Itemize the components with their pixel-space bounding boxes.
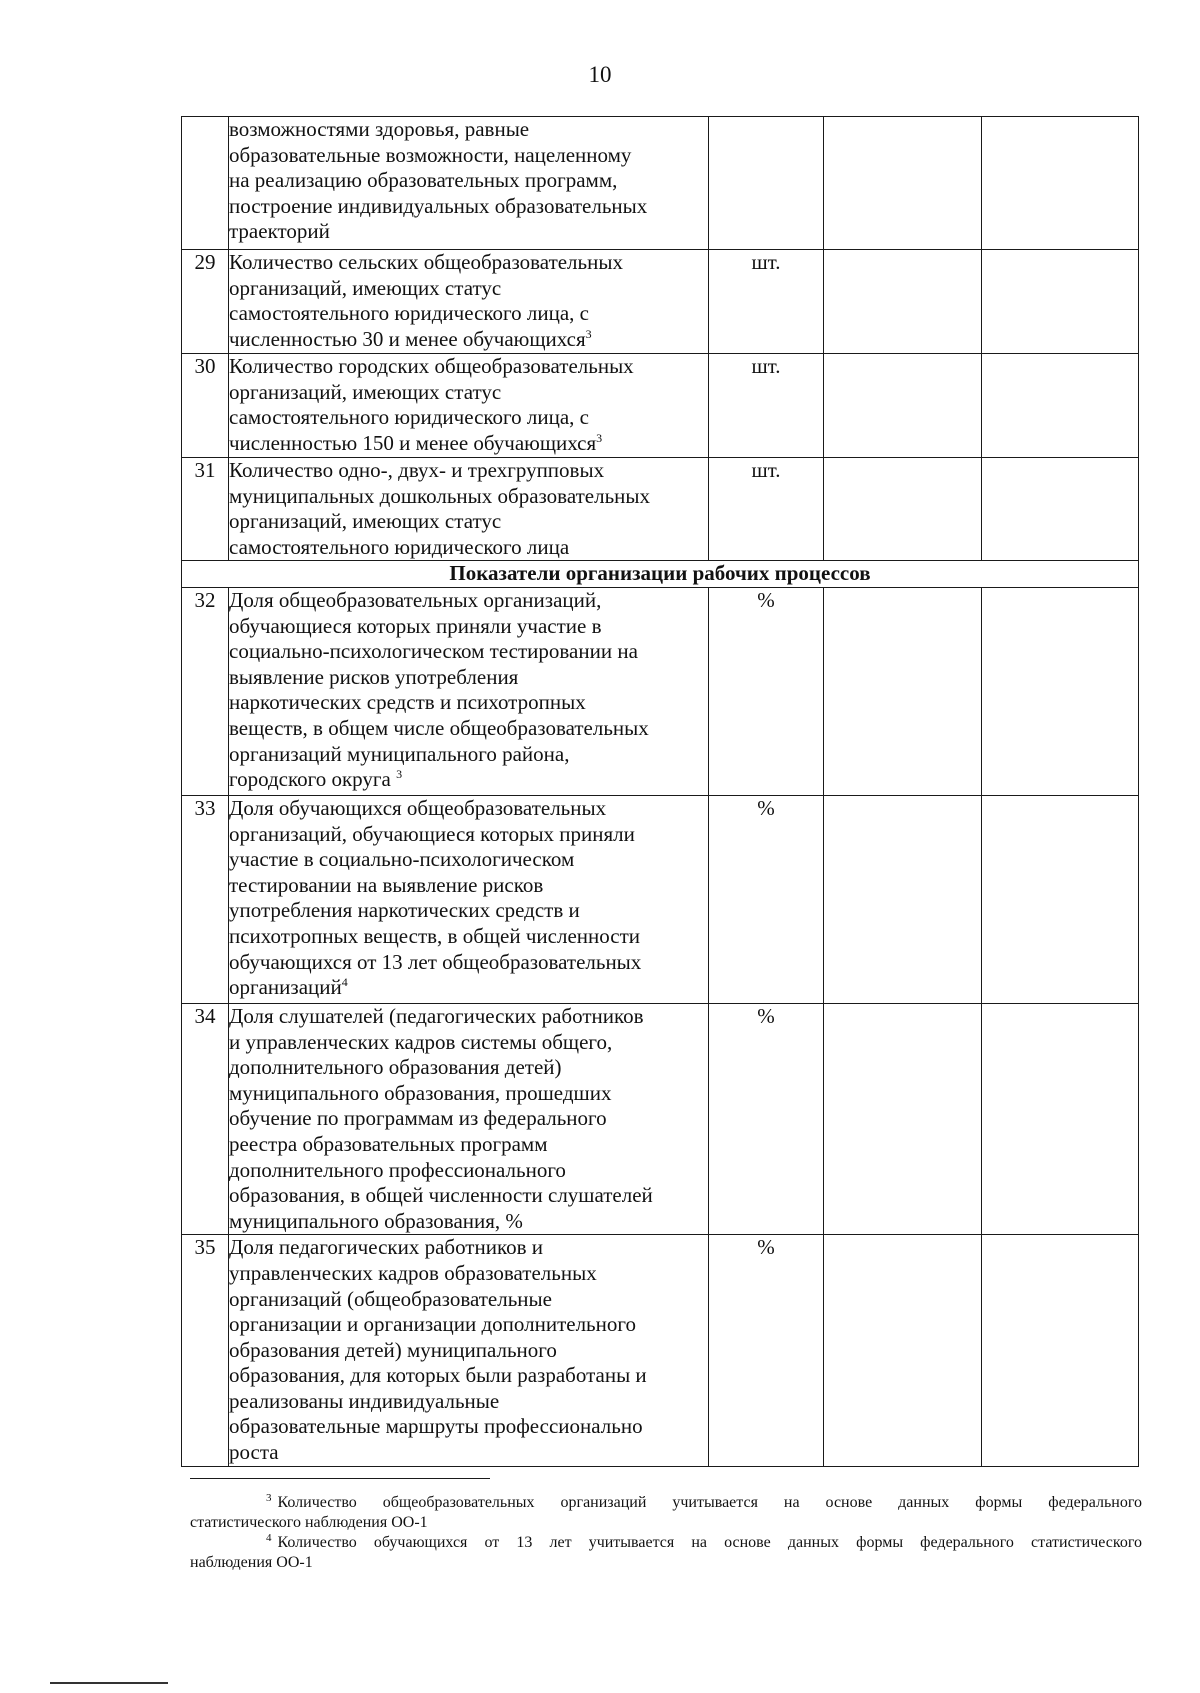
table-row bbox=[182, 1235, 1139, 1466]
indicator-text-line bbox=[229, 276, 708, 302]
indicator-text-line bbox=[229, 380, 708, 406]
indicator-text-line bbox=[229, 327, 708, 353]
unit-cell: % bbox=[709, 1235, 824, 1466]
indicator-text: Доля общеобразовательных организаций, bbox=[229, 587, 602, 612]
indicator-text-line bbox=[229, 1414, 708, 1440]
indicator-text-line bbox=[229, 1055, 708, 1081]
footnote-mark: 4 bbox=[266, 1532, 272, 1544]
indicator-text: организаций, имеющих статус bbox=[229, 379, 502, 404]
row-number: 35 bbox=[182, 1235, 229, 1466]
indicator-text: возможностями здоровья, равные bbox=[229, 117, 530, 141]
indicator-text-line bbox=[229, 1158, 708, 1184]
footnotes bbox=[190, 1493, 1142, 1573]
unit-cell: % bbox=[709, 1003, 824, 1234]
table-row bbox=[182, 354, 1139, 458]
value-cell-b bbox=[982, 117, 1139, 250]
indicator-text-line bbox=[229, 924, 708, 950]
indicator-text: наркотических средств и психотропных bbox=[229, 690, 586, 715]
value-cell-b bbox=[982, 587, 1139, 795]
footnote-continuation: статистического наблюдения ОО-1 bbox=[190, 1514, 428, 1531]
footnote-continuation: наблюдения ОО-1 bbox=[190, 1554, 313, 1571]
row-number: 34 bbox=[182, 1003, 229, 1234]
indicator-text: муниципального образования, прошедших bbox=[229, 1080, 612, 1105]
indicator-text-line bbox=[229, 1389, 708, 1415]
indicator-text-line bbox=[229, 898, 708, 924]
table-row bbox=[182, 587, 1139, 795]
indicator-text-line bbox=[229, 535, 708, 561]
table-row bbox=[182, 1003, 1139, 1234]
indicator-text: участие в социально-психологическом bbox=[229, 847, 575, 872]
indicator-text-line bbox=[229, 405, 708, 431]
table-row bbox=[182, 458, 1139, 561]
indicator-text-line bbox=[229, 1004, 708, 1030]
row-number: 30 bbox=[182, 354, 229, 458]
indicator-text: тестировании на выявление рисков bbox=[229, 872, 544, 897]
indicator-text-line bbox=[229, 690, 708, 716]
value-cell-b bbox=[982, 250, 1139, 354]
indicator-text-line bbox=[229, 143, 708, 169]
indicator-name bbox=[229, 1003, 709, 1234]
indicator-text-line bbox=[229, 1287, 708, 1313]
indicator-text: организации и организации дополнительного bbox=[229, 1312, 636, 1337]
footnote-first-line bbox=[190, 1533, 1142, 1553]
indicator-text: Количество сельских общеобразовательных bbox=[229, 250, 623, 274]
indicator-text: организаций (общеобразовательные bbox=[229, 1286, 552, 1311]
indicator-text-line bbox=[229, 1106, 708, 1132]
indicator-text-line bbox=[229, 301, 708, 327]
row-number bbox=[182, 117, 229, 250]
indicator-name bbox=[229, 1235, 709, 1466]
indicator-text: роста bbox=[229, 1440, 279, 1465]
unit-cell: шт. bbox=[709, 458, 824, 561]
indicator-text: самостоятельного юридического лица bbox=[229, 534, 570, 559]
indicator-text: образования, в общей численности слушателей bbox=[229, 1183, 653, 1208]
indicator-text-line bbox=[229, 950, 708, 976]
footnote-ref: 3 bbox=[596, 430, 603, 445]
indicator-text: реализованы индивидуальные bbox=[229, 1388, 500, 1413]
indicators-table bbox=[181, 116, 1139, 1467]
footnote-separator bbox=[190, 1478, 490, 1479]
indicator-text: организаций bbox=[229, 975, 342, 1000]
row-number: 31 bbox=[182, 458, 229, 561]
row-number: 29 bbox=[182, 250, 229, 354]
scan-edge-mark bbox=[50, 1682, 168, 1684]
footnote-text: Количество общеобразовательных организаций учитывается на основе данных формы федерального bbox=[277, 1494, 1142, 1511]
indicator-text-line bbox=[229, 117, 708, 143]
unit-cell: шт. bbox=[709, 354, 824, 458]
indicator-text-line bbox=[229, 1209, 708, 1235]
indicator-name bbox=[229, 250, 709, 354]
indicator-text: численностью 30 и менее обучающихся bbox=[229, 326, 586, 351]
indicator-text: образования, для которых были разработаны и bbox=[229, 1363, 647, 1388]
indicator-text: обучающихся от 13 лет общеобразовательных bbox=[229, 949, 642, 974]
indicator-text: психотропных веществ, в общей численности bbox=[229, 923, 641, 948]
indicator-text-line bbox=[229, 614, 708, 640]
indicator-name bbox=[229, 587, 709, 795]
indicator-text-line bbox=[229, 509, 708, 535]
value-cell-b bbox=[982, 1003, 1139, 1234]
indicator-text: организаций, имеющих статус bbox=[229, 509, 502, 534]
indicator-text: траекторий bbox=[229, 219, 330, 244]
indicator-text: Доля педагогических работников и bbox=[229, 1235, 544, 1260]
value-cell-a bbox=[824, 795, 982, 1003]
section-header-row bbox=[182, 561, 1139, 588]
unit-cell bbox=[709, 117, 824, 250]
indicator-text: реестра образовательных программ bbox=[229, 1131, 548, 1156]
indicator-text-line bbox=[229, 1261, 708, 1287]
indicator-text-line bbox=[229, 484, 708, 510]
indicator-text: Количество одно-, двух- и трехгрупповых bbox=[229, 458, 605, 482]
indicator-text-line bbox=[229, 716, 708, 742]
indicator-text-line bbox=[229, 458, 708, 484]
value-cell-b bbox=[982, 795, 1139, 1003]
indicator-text: организаций, обучающиеся которых приняли bbox=[229, 821, 635, 846]
indicator-text-line bbox=[229, 354, 708, 380]
value-cell-a bbox=[824, 458, 982, 561]
indicator-name bbox=[229, 795, 709, 1003]
indicator-text: построение индивидуальных образовательных bbox=[229, 193, 648, 218]
indicator-text-line bbox=[229, 742, 708, 768]
value-cell-a bbox=[824, 250, 982, 354]
value-cell-a bbox=[824, 1003, 982, 1234]
indicator-text: дополнительного образования детей) bbox=[229, 1055, 562, 1080]
indicator-text: муниципальных дошкольных образовательных bbox=[229, 483, 651, 508]
row-number: 32 bbox=[182, 587, 229, 795]
unit-cell: шт. bbox=[709, 250, 824, 354]
indicator-text: городского округа bbox=[229, 767, 397, 792]
indicator-text: и управленческих кадров системы общего, bbox=[229, 1029, 613, 1054]
footnote-ref: 3 bbox=[585, 326, 592, 341]
indicator-text: веществ, в общем числе общеобразовательных bbox=[229, 715, 649, 740]
indicator-text-line bbox=[229, 588, 708, 614]
indicator-text: Количество городских общеобразовательных bbox=[229, 354, 634, 378]
footnote bbox=[190, 1533, 1142, 1573]
indicator-text: образовательные возможности, нацеленному bbox=[229, 142, 632, 167]
indicator-text-line bbox=[229, 194, 708, 220]
indicator-text: выявление рисков употребления bbox=[229, 664, 519, 689]
indicator-text: управленческих кадров образовательных bbox=[229, 1260, 597, 1285]
indicator-text: образовательные маршруты профессионально bbox=[229, 1414, 643, 1439]
footnote bbox=[190, 1493, 1142, 1533]
indicator-text: употребления наркотических средств и bbox=[229, 898, 580, 923]
indicator-text-line bbox=[229, 1235, 708, 1261]
indicator-text-line bbox=[229, 767, 708, 793]
indicator-text: организаций, имеющих статус bbox=[229, 275, 502, 300]
value-cell-b bbox=[982, 458, 1139, 561]
indicator-text-line bbox=[229, 665, 708, 691]
indicator-text: обучение по программам из федерального bbox=[229, 1106, 607, 1131]
unit-cell: % bbox=[709, 587, 824, 795]
table-row bbox=[182, 250, 1139, 354]
indicator-text-line bbox=[229, 1440, 708, 1466]
indicator-text-line bbox=[229, 796, 708, 822]
indicator-name bbox=[229, 354, 709, 458]
indicator-text-line bbox=[229, 639, 708, 665]
indicator-text-line bbox=[229, 1030, 708, 1056]
indicator-text: социально-психологическом тестировании на bbox=[229, 639, 638, 664]
indicator-text-line bbox=[229, 1132, 708, 1158]
indicator-text: обучающиеся которых приняли участие в bbox=[229, 613, 602, 638]
section-title: Показатели организации рабочих процессов bbox=[182, 561, 1139, 588]
value-cell-a bbox=[824, 1235, 982, 1466]
indicator-text: самостоятельного юридического лица, с bbox=[229, 301, 589, 326]
indicator-text-line bbox=[229, 1183, 708, 1209]
row-number: 33 bbox=[182, 795, 229, 1003]
value-cell-a bbox=[824, 587, 982, 795]
indicator-text-line bbox=[229, 1081, 708, 1107]
indicator-text-line bbox=[229, 873, 708, 899]
indicator-text-line bbox=[229, 847, 708, 873]
indicator-text: организаций муниципального района, bbox=[229, 741, 570, 766]
footnote-ref: 4 bbox=[341, 975, 348, 990]
indicator-name bbox=[229, 458, 709, 561]
footnote-first-line bbox=[190, 1493, 1142, 1513]
indicator-text: самостоятельного юридического лица, с bbox=[229, 405, 589, 430]
table-row bbox=[182, 795, 1139, 1003]
indicator-text-line bbox=[229, 975, 708, 1001]
indicator-text: Доля слушателей (педагогических работников bbox=[229, 1003, 644, 1028]
indicator-text: на реализацию образовательных программ, bbox=[229, 168, 618, 193]
footnote-text: Количество обучающихся от 13 лет учитывается на основе данных формы федерального статистического bbox=[277, 1534, 1142, 1551]
unit-cell: % bbox=[709, 795, 824, 1003]
table-row bbox=[182, 117, 1139, 250]
indicator-text-line bbox=[229, 219, 708, 245]
indicator-text: муниципального образования, % bbox=[229, 1208, 523, 1233]
indicator-text-line bbox=[229, 1363, 708, 1389]
footnote-mark: 3 bbox=[266, 1492, 272, 1504]
indicator-name bbox=[229, 117, 709, 250]
page-number: 10 bbox=[588, 62, 612, 87]
indicator-text-line bbox=[229, 431, 708, 457]
footnote-ref: 3 bbox=[396, 767, 403, 782]
indicator-text: Доля обучающихся общеобразовательных bbox=[229, 795, 607, 820]
indicator-text-line bbox=[229, 250, 708, 276]
value-cell-a bbox=[824, 354, 982, 458]
value-cell-a bbox=[824, 117, 982, 250]
value-cell-b bbox=[982, 354, 1139, 458]
indicator-text: образования детей) муниципального bbox=[229, 1337, 557, 1362]
value-cell-b bbox=[982, 1235, 1139, 1466]
indicator-text: численностью 150 и менее обучающихся bbox=[229, 430, 597, 455]
indicator-text-line bbox=[229, 1338, 708, 1364]
indicator-text: дополнительного профессионального bbox=[229, 1157, 566, 1182]
indicator-text-line bbox=[229, 1312, 708, 1338]
indicator-text-line bbox=[229, 168, 708, 194]
indicator-text-line bbox=[229, 822, 708, 848]
